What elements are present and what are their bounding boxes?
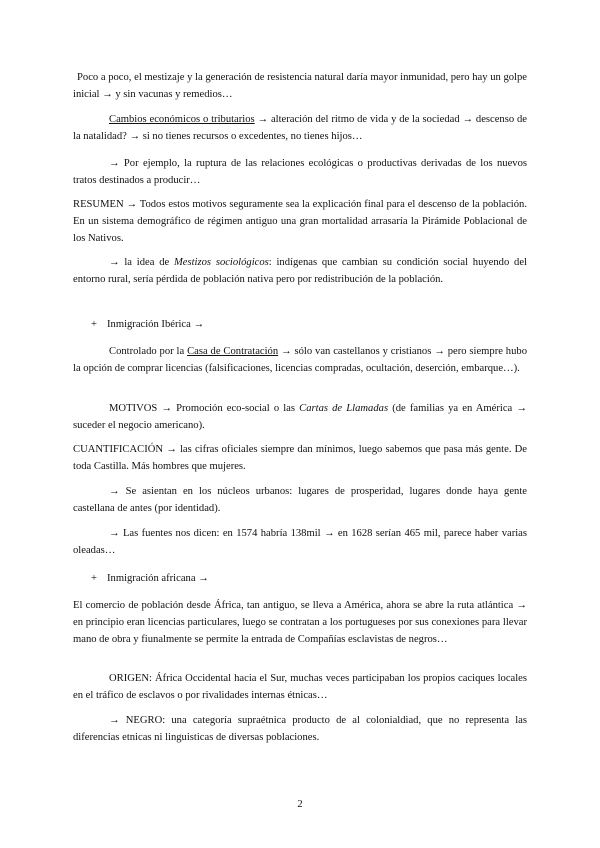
underlined-term: Casa de Contratación <box>187 346 279 357</box>
paragraph-resumen: RESUMEN → Todos estos motivos seguramente sea la explicación final para el descenso de la población. En un sistema demográfico de régimen antiguo una gran mortalidad arrasaría la Pirámide Poblacional de los Nativos. <box>73 199 527 244</box>
bullet-inmigracion-africana: + Inmigración africana → <box>91 570 209 587</box>
paragraph-comercio-poblacion: El comercio de población desde África, tan antiguo, se lleva a América, ahora se abre la ruta atlántica → en principio eran licencias particulares, luego se contratan a los portugueses por sus conexiones para llevar mano de obra y fiunalmente se permite la entrada de Compañías esclavistas de negros… <box>73 600 527 645</box>
bullet-marker: + <box>91 573 97 584</box>
paragraph-mestizos-sociologicos: → la idea de Mestizos sociológicos: indígenas que cambian su condición social huyendo del entorno rural, sería pérdida de población nativa pero por redistribución de la población. <box>73 257 527 285</box>
italic-term: Cartas de Llamadas <box>299 403 389 414</box>
bullet-marker: + <box>91 319 97 330</box>
paragraph-ejemplo: → Por ejemplo, la ruptura de las relaciones ecológicas o productivas derivadas de los nuevos tratos destinados a producir… <box>73 158 527 186</box>
paragraph-cuantificacion: CUANTIFICACIÓN → las cifras oficiales siempre dan mínimos, luego sabemos que pasa más gente. De toda Castilla. Más hombres que mujeres. <box>73 444 527 472</box>
paragraph-casa-contratacion: Controlado por la Casa de Contratación → sólo van castellanos y cristianos → pero siempre hubo la opción de comprar licencias (falsificaciones, licencias compradas, ocultación, deserción, embarque…). <box>73 346 527 374</box>
underlined-term: Cambios económicos o tributarios <box>109 114 255 125</box>
paragraph-nucleos-urbanos: → Se asientan en los núcleos urbanos: lugares de prosperidad, lugares donde haya gente castellana de antes (por identidad). <box>73 486 527 514</box>
paragraph-origen: ORIGEN: África Occidental hacia el Sur, muchas veces participaban los propios caciques locales en el tráfico de esclavos o por rivalidades internas étnicas… <box>73 673 527 701</box>
paragraph-negro: → NEGRO: una categoría supraétnica producto de al colonialdiad, que no representa las diferencias etnicas ni linguisticas de diversas poblaciones. <box>73 715 527 743</box>
paragraph-motivos: MOTIVOS → Promoción eco-social o las Cartas de Llamadas (de familias ya en América → suceder el negocio americano). <box>73 403 527 431</box>
italic-term: Mestizos sociológicos <box>173 257 269 268</box>
paragraph-cambios-economicos: Cambios económicos o tributarios → alteración del ritmo de vida y de la sociedad → descenso de la natalidad? → si no tienes recursos o excedentes, no tienes hijos… <box>73 114 527 142</box>
page-number: 2 <box>297 799 303 810</box>
paragraph-fuentes: → Las fuentes nos dicen: en 1574 habría 138mil → en 1628 serían 465 mil, parece haber varias oleadas… <box>73 528 527 556</box>
paragraph-mestizaje: Poco a poco, el mestizaje y la generación de resistencia natural daría mayor inmunidad, pero hay un golpe inicial → y sin vacunas y remedios… <box>73 72 527 100</box>
bullet-inmigracion-iberica: + Inmigración Ibérica → <box>91 316 204 333</box>
